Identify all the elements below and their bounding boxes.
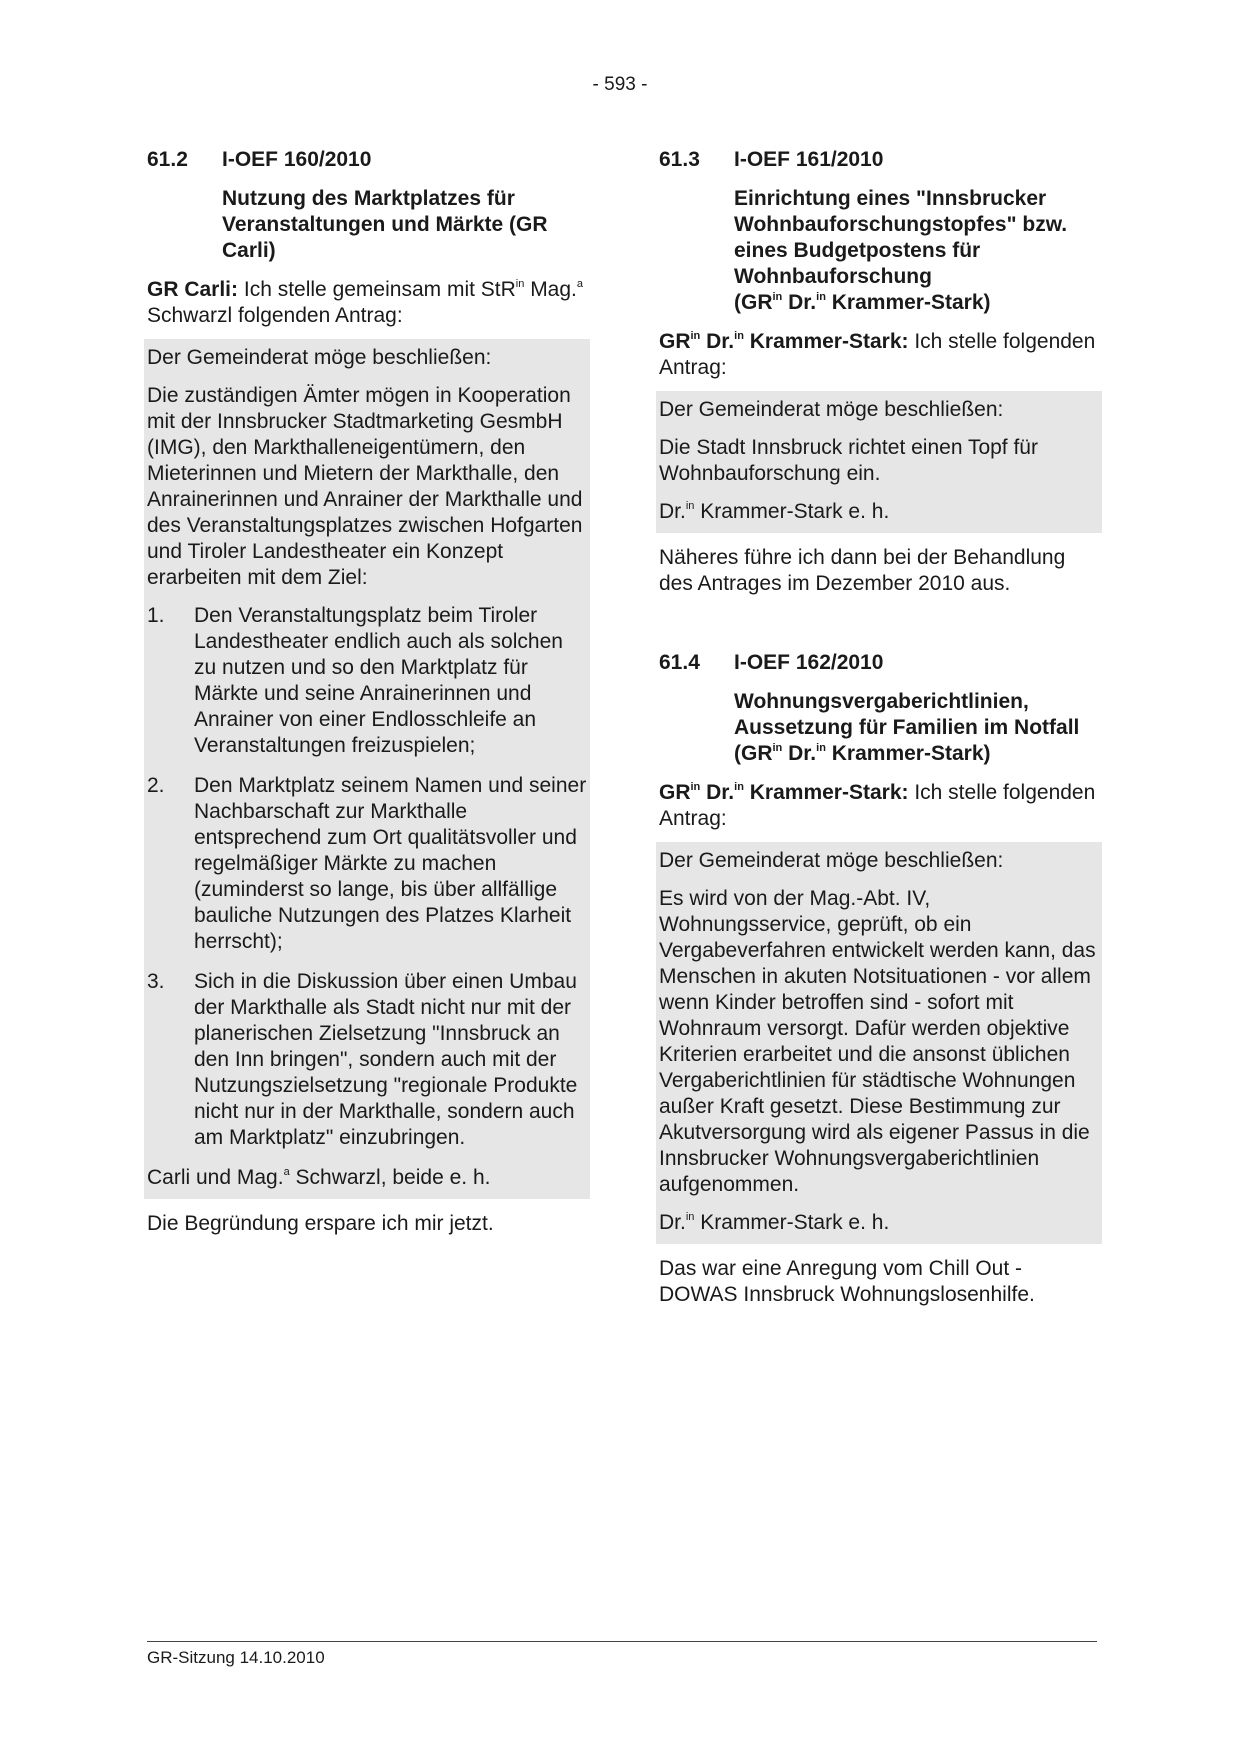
section-heading-61-2 (147, 148, 587, 172)
item-text: Sich in die Diskussion über einen Umbau der Markthalle als Stadt nicht nur mit der planerischen Zielsetzung "Innsbruck an den Inn bringen", sondern auch mit der Nutzungszielsetzung "regionale Produkte nicht nur in der Markthalle, sondern auch am Marktplatz" einzubringen. (194, 970, 578, 1149)
motion-resolve: Der Gemeinderat möge beschließen: (659, 849, 1004, 872)
sign-text: Schwarzl, beide e. h. (289, 1166, 491, 1189)
intro-sup: a (576, 278, 584, 290)
section-title (734, 186, 1099, 316)
motion-signature (659, 1204, 1099, 1242)
motion-box (656, 842, 1102, 1244)
title-text: Dr. (782, 291, 817, 314)
motion-signature (659, 493, 1099, 531)
page-number: - 593 - (592, 74, 648, 95)
section-heading-61-4 (659, 651, 1099, 675)
sign-text: Krammer-Stark e. h. (694, 500, 890, 523)
item-number: 3. (147, 970, 165, 993)
motion-body: Die zuständigen Ämter mögen in Kooperation mit der Innsbrucker Stadtmarketing GesmbH (IMG), den Markthalleneigentümern, den Mieterinnen und Mietern der Markthalle, den Anrainerinnen und Anrainer der Markthalle und des Veranstaltungsplatzes zwischen Hofgarten und Tiroler Landestheater ein Konzept erarbeiten mit dem Ziel: (147, 384, 583, 589)
motion-intro (147, 277, 587, 329)
motion-box (144, 339, 590, 1199)
column-right (659, 148, 1099, 1308)
title-text: Dr. (782, 742, 817, 765)
motion-intro (659, 780, 1099, 832)
after-text: Näheres führe ich dann bei der Behandlung des Antrages im Dezember 2010 aus. (659, 546, 1066, 595)
section-number: 61.2 (147, 148, 188, 171)
speaker: $GR^{in}$ Dr.$^{in}$ Krammer-Stark: (659, 781, 909, 804)
sign-text: Carli und Mag. (147, 1166, 284, 1189)
item-number: 1. (147, 604, 165, 627)
list-item (147, 963, 587, 1159)
intro-text: Ich stelle folgenden Antrag: (659, 781, 1096, 830)
motion-body: Es wird von der Mag.-Abt. IV, Wohnungsservice, geprüft, ob ein Vergabeverfahren entwickelt werden kann, das Menschen in akuten Notsituationen - vor allem wenn Kinder betroffen sind - sofort mit Wohnraum versorgt. Dafür werden objektive Kriterien erarbeitet und die ansonst üblichen Vergaberichtlinien für städtische Wohnungen außer Kraft gesetzt. Diese Bestimmung zur Akutversorgung wird als eigener Passus in die Innsbrucker Wohnungsvergaberichtlinien aufgenommen. (659, 887, 1096, 1196)
section-title: Nutzung des Marktplatzes für Veranstaltungen und Märkte (GR Carli) (222, 187, 548, 262)
title-sup: in (816, 291, 826, 303)
page-footer: GR-Sitzung 14.10.2010 (147, 1648, 325, 1667)
motion-signature (147, 1159, 587, 1197)
sign-text: Dr. (659, 1211, 686, 1234)
intro-text: Ich stelle folgenden Antrag: (659, 330, 1096, 379)
motion-resolve: Der Gemeinderat möge beschließen: (147, 346, 492, 369)
intro-text: Ich stelle gemeinsam mit StR (243, 278, 516, 301)
motion-items (147, 597, 587, 1159)
section-code: I-OEF 161/2010 (734, 148, 884, 171)
title-text: Krammer-Stark) (825, 291, 991, 314)
sign-sup: in (685, 1211, 695, 1223)
motion-box (656, 391, 1102, 533)
section-code: I-OEF 160/2010 (222, 148, 372, 171)
section-title (734, 689, 1099, 767)
title-text: Krammer-Stark) (825, 742, 991, 765)
intro-text: Mag. (524, 278, 577, 301)
intro-text: Schwarzl folgenden Antrag: (147, 304, 403, 327)
footer-divider (147, 1641, 1097, 1642)
sign-sup: a (283, 1166, 290, 1178)
section-number: 61.3 (659, 148, 700, 171)
section-spacer (659, 597, 1099, 651)
sign-text: Krammer-Stark e. h. (694, 1211, 890, 1234)
title-sup: in (772, 291, 783, 303)
item-number: 2. (147, 774, 165, 797)
motion-body: Die Stadt Innsbruck richtet einen Topf für Wohnbauforschung ein. (659, 436, 1038, 485)
title-sup: in (816, 742, 826, 754)
title-sup: in (772, 742, 783, 754)
speaker: $GR^{in}$ Dr.$^{in}$ Krammer-Stark: (659, 330, 909, 353)
title-text: (GR (734, 291, 773, 314)
after-text: Das war eine Anregung vom Chill Out - DOWAS Innsbruck Wohnungslosenhilfe. (659, 1257, 1035, 1306)
section-number: 61.4 (659, 651, 700, 674)
list-item (147, 597, 587, 767)
column-left (147, 148, 587, 1237)
section-heading-61-3 (659, 148, 1099, 172)
item-text: Den Veranstaltungsplatz beim Tiroler Landestheater endlich auch als solchen zu nutzen und so den Marktplatz für Märkte und seine Anrainerinnen und Anrainer von einer Endlosschleife an Veranstaltungen freizuspielen; (194, 604, 563, 757)
sign-text: Dr. (659, 500, 686, 523)
sign-sup: in (685, 500, 695, 512)
item-text: Den Marktplatz seinem Namen und seiner Nachbarschaft zur Markthalle entsprechend zum Ort qualitätsvoller und regelmäßiger Märkte zu machen (zuminderst so lange, bis über allfällige bauliche Nutzungen des Platzes Klarheit herrscht); (194, 774, 587, 953)
motion-intro (659, 329, 1099, 381)
section-code: I-OEF 162/2010 (734, 651, 884, 674)
motion-resolve: Der Gemeinderat möge beschließen: (659, 398, 1004, 421)
speaker: GR Carli: (147, 278, 239, 301)
title-text: Einrichtung eines "Innsbrucker Wohnbauforschungstopfes" bzw. eines Budgetpostens für Wohnbauforschung (734, 187, 1068, 288)
after-text: Die Begründung erspare ich mir jetzt. (147, 1212, 494, 1235)
title-text: Wohnungsvergaberichtlinien, Aussetzung für Familien im Notfall (GR (734, 690, 1080, 765)
list-item (147, 767, 587, 963)
intro-sup: in (515, 278, 525, 290)
